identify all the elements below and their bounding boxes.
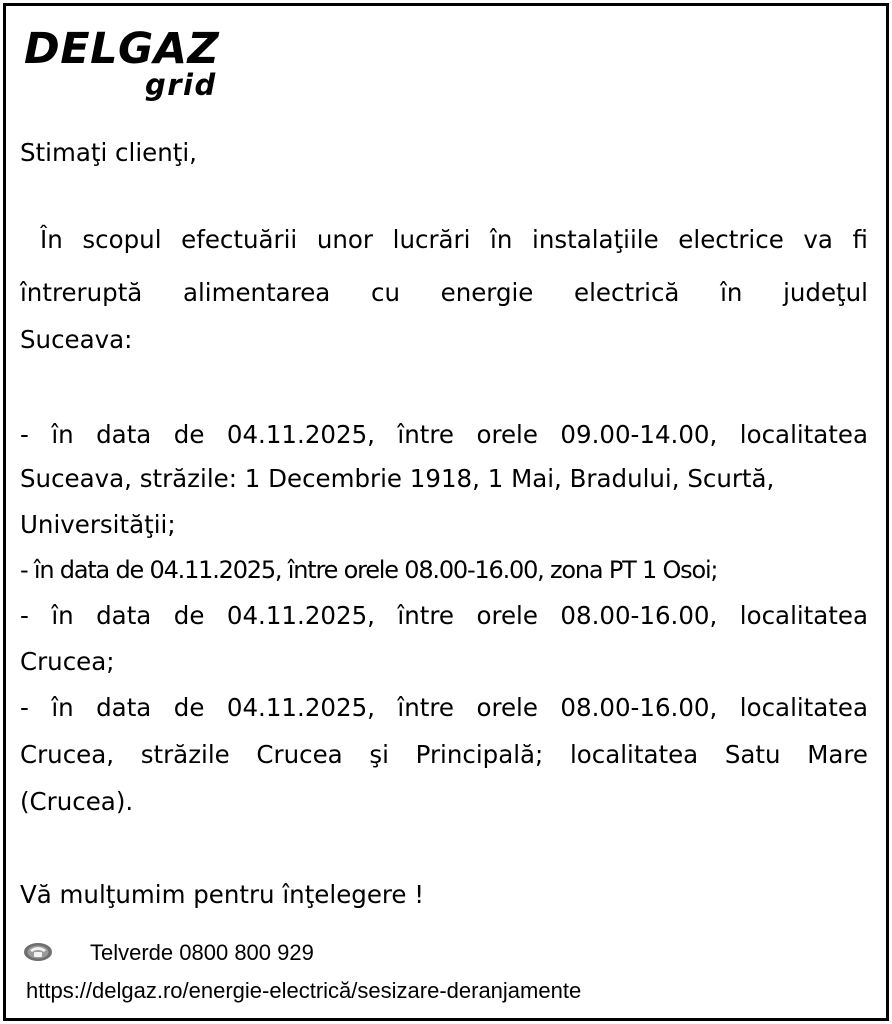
- logo-sub: grid: [145, 68, 217, 102]
- item-4-line-2: Crucea, străzile Crucea şi Principală; localitatea Satu Mare: [20, 740, 868, 769]
- item-4-line-3: (Crucea).: [20, 787, 134, 816]
- intro-line-3: Suceava:: [20, 325, 133, 354]
- item-2-line-1: - în data de 04.11.2025, între orele 08.00-16.00, zona PT 1 Osoi;: [20, 556, 718, 584]
- telephone-icon: [23, 942, 53, 962]
- item-3-line-2: Crucea;: [20, 647, 115, 676]
- closing-message: Vă mulţumim pentru înţelegere !: [20, 880, 425, 909]
- item-1-line-1: - în data de 04.11.2025, între orele 09.00-14.00, localitatea: [20, 420, 868, 449]
- item-1-line-2: Suceava, străzile: 1 Decembrie 1918, 1 Mai, Bradului, Scurtă,: [20, 464, 775, 493]
- delgaz-grid-logo: [24, 24, 234, 104]
- greeting: Stimaţi clienţi,: [20, 138, 197, 167]
- logo-brand: DELGAZ: [24, 24, 220, 74]
- item-3-line-1: - în data de 04.11.2025, între orele 08.00-16.00, localitatea: [20, 601, 868, 630]
- phone-number: Telverde 0800 800 929: [90, 940, 314, 965]
- item-4-line-1: - în data de 04.11.2025, între orele 08.00-16.00, localitatea: [20, 693, 868, 722]
- item-1-line-3: Universităţii;: [20, 510, 176, 539]
- intro-line-2: întreruptă alimentarea cu energie electrică în judeţul: [20, 278, 868, 307]
- website-url[interactable]: https://delgaz.ro/energie-electrică/sesizare-deranjamente: [26, 978, 582, 1003]
- intro-line-1: În scopul efectuării unor lucrări în instalaţiile electrice va fi: [40, 225, 868, 254]
